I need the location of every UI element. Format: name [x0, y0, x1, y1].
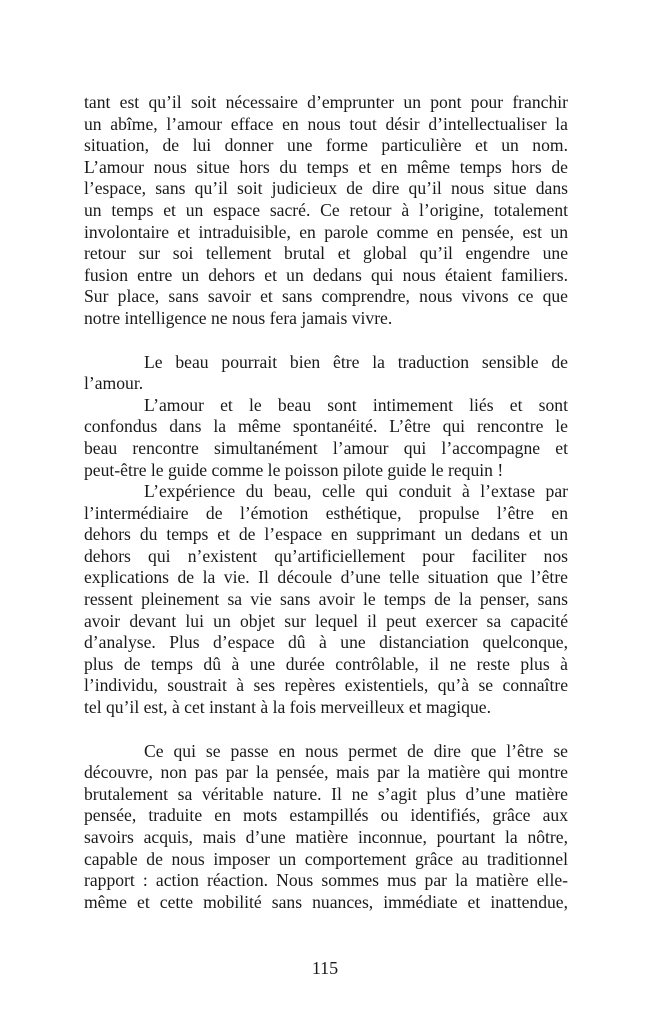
text-line: dehors du temps et de l’espace en supprimant un dedans et un [84, 524, 568, 545]
text-line: L’amour nous situe hors du temps et en même temps hors de [84, 156, 568, 177]
paragraph [84, 395, 568, 481]
paragraph-gap [84, 330, 568, 352]
text-line: retour sur soi tellement brutal et global qu’il engendre une [84, 243, 568, 264]
page-text-body [84, 92, 568, 913]
text-line: l’individu, soustrait à ses repères existentiels, qu’à se connaître [84, 675, 568, 696]
text-line: ressent pleinement sa vie sans avoir le temps de la penser, sans [84, 589, 568, 610]
text-line: Sur place, sans savoir et sans comprendre, nous vivons ce que [84, 286, 568, 307]
text-line: notre intelligence ne nous fera jamais vivre. [84, 307, 393, 328]
text-line: L’expérience du beau, celle qui conduit à l’extase par [144, 481, 568, 502]
text-line: Le beau pourrait bien être la traduction sensible de [144, 351, 568, 372]
paragraph [84, 741, 568, 914]
text-line: L’amour et le beau sont intimement liés et sont [144, 394, 568, 415]
text-line: pensée, traduite en mots estampillés ou identifiés, grâce aux [84, 805, 568, 826]
text-line: explications de la vie. Il découle d’une telle situation que l’être [84, 567, 568, 588]
text-line: peut-être le guide comme le poisson pilote guide le requin ! [84, 459, 504, 480]
text-line: plus de temps dû à une durée contrôlable, il ne reste plus à [84, 653, 568, 674]
paragraph [84, 92, 568, 330]
text-line: capable de nous imposer un comportement grâce au traditionnel [84, 848, 568, 869]
page-number: 115 [311, 958, 339, 978]
paragraph [84, 352, 568, 395]
text-line: involontaire et intraduisible, en parole comme en pensée, est un [84, 221, 568, 242]
text-line: Ce qui se passe en nous permet de dire que l’être se [144, 740, 568, 761]
paragraph [84, 481, 568, 719]
text-line: brutalement sa véritable nature. Il ne s’agit plus d’une matière [84, 783, 568, 804]
text-line: un abîme, l’amour efface en nous tout désir d’intellectualiser la [84, 113, 568, 134]
text-line: dehors qui n’existent qu’artificiellement pour faciliter nos [84, 545, 568, 566]
text-line: un temps et un espace sacré. Ce retour à l’origine, totalement [84, 199, 568, 220]
text-line: d’analyse. Plus d’espace dû à une distanciation quelconque, [84, 632, 568, 653]
text-line: beau rencontre simultanément l’amour qui l’accompagne et [84, 437, 568, 458]
text-line: situation, de lui donner une forme particulière et un nom. [84, 135, 568, 156]
text-line: rapport : action réaction. Nous sommes mus par la matière elle- [84, 870, 568, 891]
text-line: savoirs acquis, mais d’une matière inconnue, pourtant la nôtre, [84, 827, 568, 847]
text-line: fusion entre un dehors et un dedans qui nous étaient familiers. [84, 264, 568, 285]
text-line: découvre, non pas par la pensée, mais par la matière qui montre [84, 762, 568, 783]
text-line: l’intermédiaire de l’émotion esthétique, propulse l’être en [84, 502, 568, 523]
text-line: avoir devant lui un objet sur lequel il peut exercer sa capacité [84, 610, 568, 631]
text-line: confondus dans la même spontanéité. L’être qui rencontre le [84, 416, 568, 437]
text-line: même et cette mobilité sans nuances, immédiate et inattendue, [84, 891, 568, 912]
text-line: l’espace, sans qu’il soit judicieux de dire qu’il nous situe dans [84, 178, 568, 199]
text-line: l’amour. [84, 373, 144, 394]
text-line: tel qu’il est, à cet instant à la fois merveilleux et magique. [84, 697, 491, 718]
paragraph-gap [84, 719, 568, 741]
text-line: tant est qu’il soit nécessaire d’emprunter un pont pour franchir [84, 92, 568, 112]
